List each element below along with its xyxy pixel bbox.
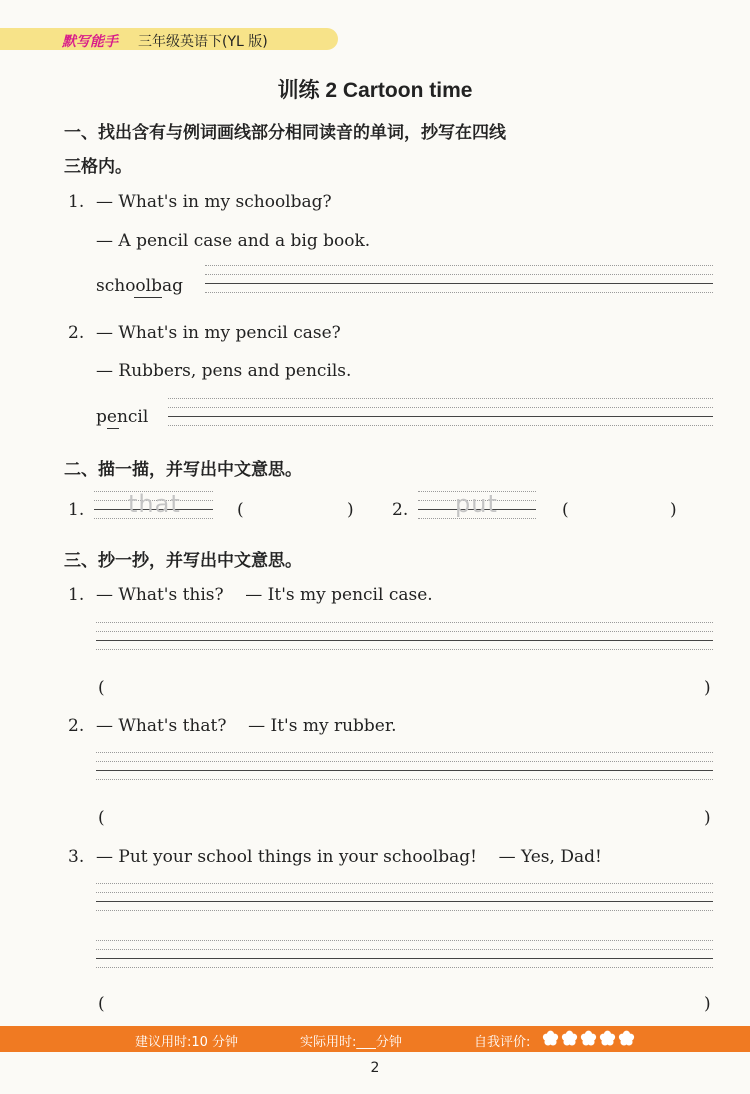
q2-underline-mark (107, 428, 119, 429)
self-evaluation-stars[interactable] (542, 1030, 637, 1051)
copy2-number: 2. (68, 716, 85, 736)
q1-dialogue-line1: — What's in my schoolbag? (96, 192, 332, 212)
flower-star-icon[interactable] (542, 1030, 559, 1047)
copy3-text: — Put your school things in your schoolbag! — Yes, Dad! (96, 847, 602, 867)
copy1-close-paren: ) (704, 678, 711, 698)
q1-dialogue-line2: — A pencil case and a big book. (96, 231, 371, 251)
q1-underline-mark (134, 297, 162, 298)
copy3-open-paren: ( (98, 994, 105, 1014)
copy3-writing-lines-b[interactable] (96, 940, 713, 967)
book-subtitle: 三年级英语下(YL 版) (138, 34, 268, 50)
q2-example-word: pencil (96, 407, 149, 427)
actual-time: 实际用时:___分钟 (300, 1035, 402, 1050)
flower-star-icon[interactable] (599, 1030, 616, 1047)
copy1-number: 1. (68, 585, 85, 605)
q2-writing-lines[interactable] (168, 398, 713, 425)
copy2-close-paren: ) (704, 808, 711, 828)
trace1-number: 1. (68, 500, 85, 520)
page-number: 2 (370, 1060, 380, 1076)
flower-star-icon[interactable] (561, 1030, 578, 1047)
section1-heading-line2: 三格内。 (64, 157, 132, 177)
section3-heading: 三、抄一抄，并写出中文意思。 (64, 551, 302, 571)
q2-dialogue-line2: — Rubbers, pens and pencils. (96, 361, 352, 381)
copy2-text: — What's that? — It's my rubber. (96, 716, 397, 736)
copy1-text: — What's this? — It's my pencil case. (96, 585, 433, 605)
q1-number: 1. (68, 192, 85, 212)
copy3-close-paren: ) (704, 994, 711, 1014)
suggested-time: 建议用时:10 分钟 (135, 1035, 239, 1050)
q1-example-word: schoolbag (96, 276, 184, 296)
trace2-number: 2. (392, 500, 409, 520)
trace1-word: that (128, 490, 181, 518)
page-title: 训练 2 Cartoon time (277, 79, 473, 102)
copy2-open-paren: ( (98, 808, 105, 828)
brand-logo: 默写能手 (62, 34, 118, 50)
trace2-word: put (455, 490, 498, 518)
q1-writing-lines[interactable] (205, 265, 713, 292)
copy3-number: 3. (68, 847, 85, 867)
trace1-close-paren: ) (347, 500, 354, 520)
trace2-open-paren: ( (562, 500, 569, 520)
q2-number: 2. (68, 323, 85, 343)
trace1-open-paren: ( (237, 500, 244, 520)
self-evaluation-label: 自我评价: (474, 1035, 531, 1050)
copy1-open-paren: ( (98, 678, 105, 698)
copy1-writing-lines[interactable] (96, 622, 713, 649)
flower-star-icon[interactable] (618, 1030, 635, 1047)
copy3-writing-lines-a[interactable] (96, 883, 713, 910)
section2-heading: 二、描一描，并写出中文意思。 (64, 460, 302, 480)
section1-heading-line1: 一、找出含有与例词画线部分相同读音的单词，抄写在四线 (64, 123, 506, 143)
copy2-writing-lines[interactable] (96, 752, 713, 779)
flower-star-icon[interactable] (580, 1030, 597, 1047)
q2-dialogue-line1: — What's in my pencil case? (96, 323, 341, 343)
trace2-close-paren: ) (670, 500, 677, 520)
